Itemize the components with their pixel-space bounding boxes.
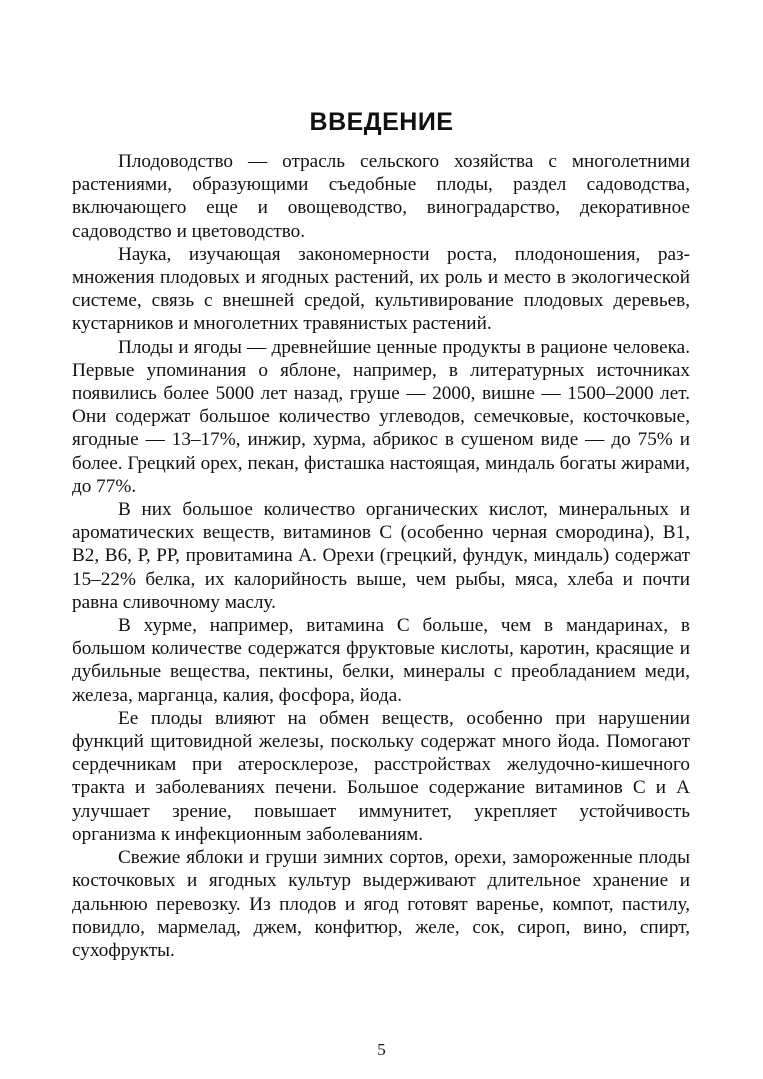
paragraph-5: В хурме, например, витамина С больше, чем в мандаринах, в большом количестве содержатся фруктовые кислоты, каротин, красящие и дубильные вещества, пектины, белки, минералы с преобладанием меди, железа, марганца, калия, фосфора, йода. (72, 615, 690, 706)
paragraph-3: Плоды и ягоды — древнейшие ценные продукты в рационе человека. Первые упоминания о яблоне, например, в литературных источниках появились более 5000 лет назад, груше — 2000, вишне — 1500–2000 лет. Они содержат большое количество углеводов, семечковые, косточковые, ягодные — 13–17%, инжир, хурма, абрикос в сушеном виде — до 75% и более. Грецкий орех, пекан, фисташка настоящая, миндаль богаты жирами, до 77%. (72, 336, 690, 497)
body-text (72, 150, 690, 962)
paragraph-6: Ее плоды влияют на обмен веществ, особенно при нарушении функций щитовидной железы, поскольку содержат много йода. Помогают сердечникам при атеросклерозе, расстройствах желудочно-кишечного тракта и заболеваниях печени. Большое содержание витаминов С и А улучшает зрение, повышает иммунитет, укрепляет устойчивость организма к инфекционным заболеваниям. (72, 707, 690, 845)
page-title: ВВЕДЕНИЕ (309, 108, 454, 136)
paragraph-2: Наука, изучающая закономерности роста, плодоношения, размножения плодовых и ягодных растений, их роль и место в экологической системе, связь с внешней средой, культивирование плодовых деревьев, кустарников и многолетних травянистых растений. (72, 243, 690, 335)
paragraph-1: Плодоводство — отрасль сельского хозяйства с многолетними растениями, образующими съедобные плоды, раздел садоводства, включающего еще и овощеводство, виноградарство, декоративное садоводство и цветоводство. (72, 151, 690, 242)
paragraph-4: В них большое количество органических кислот, минеральных и ароматических веществ, витаминов С (особенно черная смородина), В1, В2, В6, Р, РР, провитамина А. Орехи (грецкий, фундук, миндаль) содержат 15–22% белка, их калорийность выше, чем рыбы, мяса, хлеба и почти равна сливочному маслу. (72, 499, 690, 613)
paragraph-7: Свежие яблоки и груши зимних сортов, орехи, замороженные плоды косточковых и ягодных культур выдерживают длительное хранение и дальнюю перевозку. Из плодов и ягод готовят варенье, компот, пастилу, повидло, мармелад, джем, конфитюр, желе, сок, сироп, вино, спирт, сухофрукты. (72, 847, 690, 961)
page-number: 5 (377, 1040, 386, 1059)
